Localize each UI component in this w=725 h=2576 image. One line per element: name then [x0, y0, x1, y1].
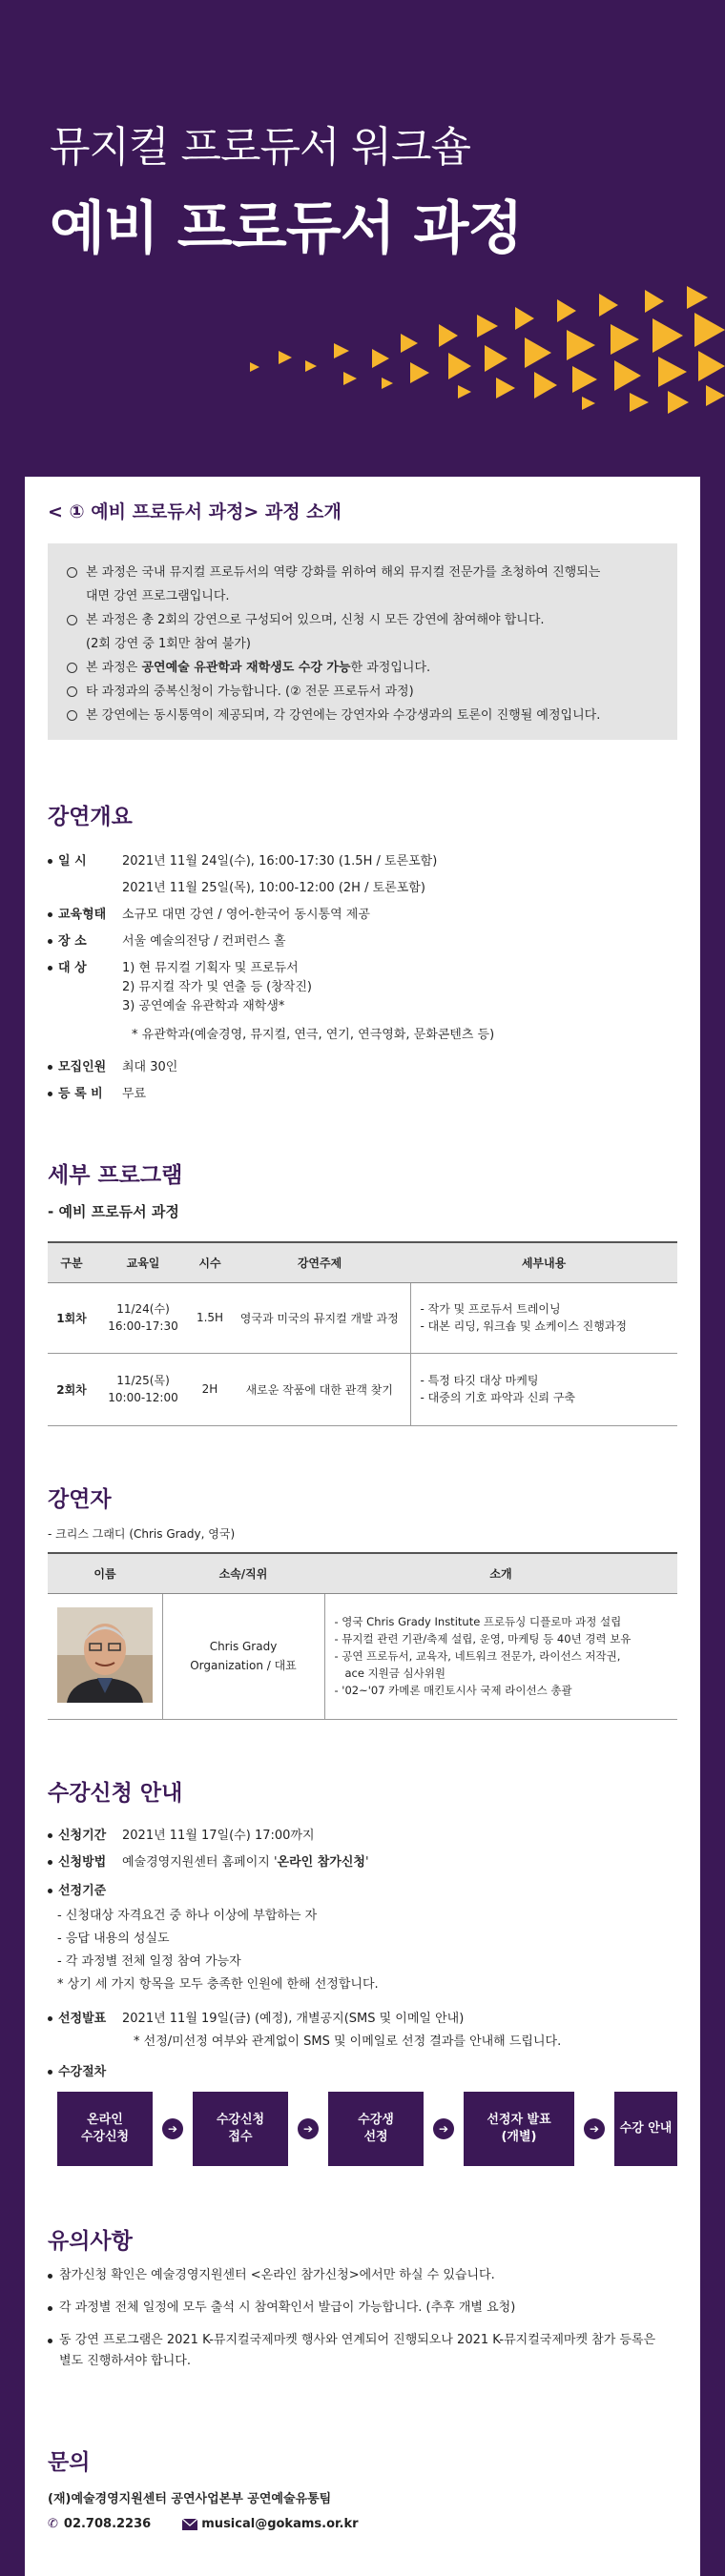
- bio-line: - '02~'07 카메론 매킨토시사 국제 라이선스 총괄: [334, 1684, 572, 1697]
- overview-title: 강연개요: [48, 805, 133, 829]
- cell-text: Organization / 대표: [190, 1659, 297, 1672]
- step-text: 선정: [363, 2130, 388, 2144]
- overview-fee-label: [48, 1083, 125, 1101]
- apply-announce1: 2021년 11월 19일(금) (예정), 개별공지(SMS 및 이메일 안내): [122, 2012, 465, 2026]
- speaker-photo: [57, 1607, 153, 1703]
- label-text: 모집인원: [58, 1060, 107, 1074]
- intro-item-text: 타 과정과의 중복신청이 가능합니다. (② 전문 프로듀서 과정): [86, 685, 414, 699]
- overview-target-note: * 유관학과(예술경영, 뮤지컬, 연극, 연기, 연극영화, 문화콘텐츠 등): [132, 1028, 495, 1042]
- intro-item-text: 본 강연에는 동시통역이 제공되며, 각 강연에는 강연자와 수강생과의 토론이 진행될 예정입니다.: [86, 708, 601, 723]
- label-text: 선정발표: [58, 2012, 107, 2026]
- table-header: 강연주제: [229, 1242, 410, 1282]
- table-header: 교육일: [95, 1242, 191, 1282]
- apply-announce2: * 선정/미선정 여부와 관계없이 SMS 및 이메일로 선정 결과를 안내해 드립니다.: [134, 2034, 562, 2049]
- contact-line: [48, 2517, 359, 2531]
- notes-title: 유의사항: [48, 2229, 133, 2254]
- speaker-subtitle: - 크리스 그래디 (Chris Grady, 영국): [48, 1527, 236, 1541]
- intro-item: [67, 704, 658, 727]
- triangle-decoration: [0, 286, 725, 419]
- dot-bullet-icon: [48, 2339, 52, 2343]
- content-card: [25, 477, 700, 2576]
- intro-item: [67, 680, 658, 704]
- overview-date1: 2021년 11월 24일(수), 16:00-17:30 (1.5H / 토론포함): [122, 854, 438, 869]
- dot-bullet-icon: [48, 912, 52, 917]
- intro-title: [48, 498, 342, 523]
- criteria-item: - 각 과정별 전체 일정 참여 가능자: [57, 1954, 241, 1969]
- circle-bullet-icon: [67, 686, 77, 697]
- apply-title: 수강신청 안내: [48, 1781, 183, 1806]
- intro-box: [48, 543, 677, 740]
- process-step: [614, 2092, 677, 2166]
- table-cell: [410, 1353, 677, 1425]
- cell-text: - 대본 리딩, 워크숍 및 쇼케이스 진행과정: [420, 1319, 628, 1333]
- dot-bullet-icon: [48, 1092, 52, 1096]
- dot-bullet-icon: [48, 1833, 52, 1838]
- label-text: 신청방법: [58, 1855, 107, 1870]
- dot-bullet-icon: [48, 966, 52, 971]
- dot-bullet-icon: [48, 1889, 52, 1893]
- intro-title-suffix: > 과정 소개: [243, 501, 342, 522]
- circle-bullet-icon: [67, 663, 77, 673]
- process-step: [193, 2092, 288, 2166]
- table-cell: [162, 1593, 324, 1719]
- speaker-table: [48, 1552, 677, 1720]
- method-text: 예술경영지원센터 홈페이지 ': [122, 1855, 278, 1870]
- online-apply-link[interactable]: 온라인 참가신청: [277, 1855, 365, 1870]
- bio-line: - 영국 Chris Grady Institute 프로듀싱 디플로마 과정 설립: [334, 1615, 622, 1628]
- step-text: 수강 안내: [619, 2121, 673, 2136]
- table-header: 소속/직위: [162, 1553, 324, 1593]
- table-row: [48, 1593, 677, 1719]
- program-subtitle: - 예비 프로듀서 과정: [48, 1203, 179, 1220]
- hero-subtitle: 뮤지컬 프로듀서 워크숍: [50, 123, 471, 172]
- apply-method: [122, 1851, 369, 1870]
- arrow-right-icon: ➔: [584, 2118, 605, 2139]
- intro-item-text: 한 과정입니다.: [350, 661, 431, 675]
- process-step: [328, 2092, 424, 2166]
- table-cell: [410, 1282, 677, 1353]
- apply-period-label: [48, 1825, 125, 1843]
- overview-date2: 2021년 11월 25일(목), 10:00-12:00 (2H / 토론포함): [122, 881, 425, 895]
- overview-target-label: [48, 957, 125, 975]
- cell-text: - 특정 타깃 대상 마케팅: [420, 1374, 539, 1387]
- apply-method-label: [48, 1851, 125, 1870]
- contact-email[interactable]: musical@gokams.or.kr: [201, 2517, 359, 2531]
- note-text: 각 과정별 전체 일정에 모두 출석 시 참여확인서 발급이 가능합니다. (추후 개별 요청): [59, 2300, 516, 2315]
- intro-item-text: 본 과정은 총 2회의 강연으로 구성되어 있으며, 신청 시 모든 강연에 참여해야 합니다.: [86, 613, 545, 627]
- overview-place-label: [48, 930, 125, 949]
- table-header: 세부내용: [410, 1242, 677, 1282]
- contact-org: (재)예술경영지원센터 공연사업본부 공연예술유통팀: [48, 2492, 332, 2506]
- dot-bullet-icon: [48, 1065, 52, 1070]
- overview-target1: 1) 현 뮤지컬 기획자 및 프로듀서: [122, 961, 299, 975]
- table-header-row: [48, 1553, 677, 1593]
- table-cell: 새로운 작품에 대한 관객 찾기: [229, 1353, 410, 1425]
- label-text: 일 시: [58, 854, 87, 869]
- contact-phone[interactable]: 02.708.2236: [63, 2517, 152, 2531]
- phone-icon: ✆: [48, 2517, 58, 2531]
- dot-bullet-icon: [48, 2306, 52, 2311]
- arrow-right-icon: ➔: [298, 2118, 319, 2139]
- program-title: 세부 프로그램: [48, 1163, 183, 1188]
- circle-bullet-icon: [67, 615, 77, 625]
- cell-text: 11/24(수): [116, 1302, 170, 1316]
- process-step: [464, 2092, 574, 2166]
- bio-line: - 뮤지컬 관련 기관/축제 설립, 운영, 마케팅 등 40년 경력 보유: [334, 1632, 632, 1646]
- table-row: [48, 1353, 677, 1425]
- circle-bullet-icon: [67, 567, 77, 578]
- note-item: [48, 2330, 677, 2351]
- email-icon: [182, 2519, 197, 2530]
- overview-place: 서울 예술의전당 / 컨퍼런스 홀: [122, 934, 286, 949]
- note-item-cont: 별도 진행하셔야 합니다.: [59, 2354, 191, 2368]
- table-cell: 2H: [191, 1353, 229, 1425]
- cell-text: 10:00-12:00: [108, 1391, 178, 1404]
- table-cell: 1회차: [48, 1282, 95, 1353]
- table-header: 구분: [48, 1242, 95, 1282]
- dot-bullet-icon: [48, 2274, 52, 2279]
- cell-text: 11/25(목): [116, 1374, 170, 1387]
- contact-title: 문의: [48, 2450, 91, 2475]
- bio-line: ace 지원금 심사위원: [334, 1666, 445, 1680]
- overview-target3: 3) 공연예술 유관학과 재학생*: [122, 999, 285, 1013]
- overview-format-label: [48, 904, 125, 922]
- apply-criteria-list: [57, 1905, 379, 1996]
- label-text: 등 록 비: [58, 1087, 103, 1101]
- hero-banner: [0, 0, 725, 477]
- label-text: 장 소: [58, 934, 87, 949]
- table-cell: [95, 1353, 191, 1425]
- dot-bullet-icon: [48, 2016, 52, 2021]
- apply-criteria-label: [48, 1880, 125, 1898]
- bio-line: - 공연 프로듀서, 교육자, 네트워크 전문가, 라이선스 저작권,: [334, 1649, 621, 1663]
- dot-bullet-icon: [48, 939, 52, 944]
- intro-title-main: 예비 프로듀서 과정: [84, 501, 244, 522]
- intro-item: [67, 561, 658, 584]
- table-row: [48, 1282, 677, 1353]
- overview-capacity-label: [48, 1056, 125, 1074]
- table-header: 이름: [48, 1553, 162, 1593]
- speaker-title: 강연자: [48, 1487, 112, 1512]
- step-text: 수강생: [358, 2113, 394, 2127]
- overview-format: 소규모 대면 강연 / 영어-한국어 동시통역 제공: [122, 908, 370, 922]
- circle-bullet-icon: [67, 710, 77, 721]
- criteria-item: * 상기 세 가지 항목을 모두 충족한 인원에 한해 선정합니다.: [57, 1977, 379, 1992]
- intro-item: [67, 656, 658, 680]
- process-step: [57, 2092, 153, 2166]
- intro-item-bold: 공연예술 유관학과 재학생도 수강 가능: [141, 661, 351, 675]
- apply-process-label: [48, 2061, 125, 2079]
- arrow-right-icon: ➔: [162, 2118, 183, 2139]
- step-text: 선정자 발표: [487, 2113, 551, 2127]
- label-text: 대 상: [58, 961, 87, 975]
- cell-text: - 대중의 기호 파악과 신뢰 구축: [420, 1391, 576, 1404]
- overview-capacity: 최대 30인: [122, 1060, 178, 1074]
- cell-text: 16:00-17:30: [108, 1319, 178, 1333]
- table-header-row: [48, 1242, 677, 1282]
- apply-period: 2021년 11월 17일(수) 17:00까지: [122, 1829, 315, 1843]
- cell-text: Chris Grady: [209, 1640, 278, 1653]
- intro-item: [67, 608, 658, 632]
- intro-title-num: ①: [69, 501, 85, 522]
- criteria-item: - 신청대상 자격요건 중 하나 이상에 부합하는 자: [57, 1909, 318, 1923]
- overview-target2: 2) 뮤지컬 작가 및 연출 등 (창작진): [122, 980, 312, 994]
- arrow-right-icon: ➔: [433, 2118, 454, 2139]
- note-item: [48, 2298, 677, 2319]
- criteria-item: - 응답 내용의 성실도: [57, 1932, 170, 1946]
- overview-fee: 무료: [122, 1087, 147, 1101]
- label-text: 교육형태: [58, 908, 107, 922]
- table-cell: [95, 1282, 191, 1353]
- label-text: 신청기간: [58, 1829, 107, 1843]
- program-table: [48, 1241, 677, 1426]
- table-cell: 영국과 미국의 뮤지컬 개발 과정: [229, 1282, 410, 1353]
- step-text: 접수: [228, 2130, 253, 2144]
- note-item: [48, 2265, 677, 2286]
- intro-item-text: 본 과정은 국내 뮤지컬 프로듀서의 역량 강화를 위하여 해외 뮤지컬 전문가를 초청하여 진행되는: [86, 565, 601, 580]
- dot-bullet-icon: [48, 2070, 52, 2075]
- intro-item-text: 본 과정은: [86, 661, 142, 675]
- note-text: 동 강연 프로그램은 2021 K-뮤지컬국제마켓 행사와 연계되어 진행되오나 2021 K-뮤지컬국제마켓 참가 등록은: [59, 2333, 656, 2347]
- table-header: 소개: [324, 1553, 677, 1593]
- table-cell: [48, 1593, 162, 1719]
- cell-text: - 작가 및 프로듀서 트레이닝: [420, 1302, 561, 1316]
- table-cell: 2회차: [48, 1353, 95, 1425]
- table-header: 시수: [191, 1242, 229, 1282]
- table-cell: 1.5H: [191, 1282, 229, 1353]
- process-flow: [48, 2092, 677, 2166]
- overview-date-label: [48, 850, 125, 869]
- label-text: 선정기준: [58, 1884, 107, 1898]
- step-text: (개별): [501, 2130, 537, 2144]
- apply-announce-label: [48, 2008, 125, 2026]
- intro-item-cont: 대면 강연 프로그램입니다.: [86, 589, 230, 603]
- step-text: 수강신청: [216, 2113, 265, 2127]
- step-text: 수강신청: [80, 2130, 130, 2144]
- label-text: 수강절차: [58, 2065, 107, 2079]
- hero-title: 예비 프로듀서 과정: [50, 195, 523, 262]
- dot-bullet-icon: [48, 1860, 52, 1865]
- intro-title-prefix: <: [48, 501, 70, 522]
- intro-item-cont: (2회 강연 중 1회만 참여 불가): [86, 637, 251, 651]
- dot-bullet-icon: [48, 859, 52, 864]
- step-text: 온라인: [87, 2113, 123, 2127]
- method-text: ': [364, 1855, 369, 1870]
- table-cell: [324, 1593, 677, 1719]
- note-text: 참가신청 확인은 예술경영지원센터 <온라인 참가신청>에서만 하실 수 있습니다.: [59, 2268, 495, 2282]
